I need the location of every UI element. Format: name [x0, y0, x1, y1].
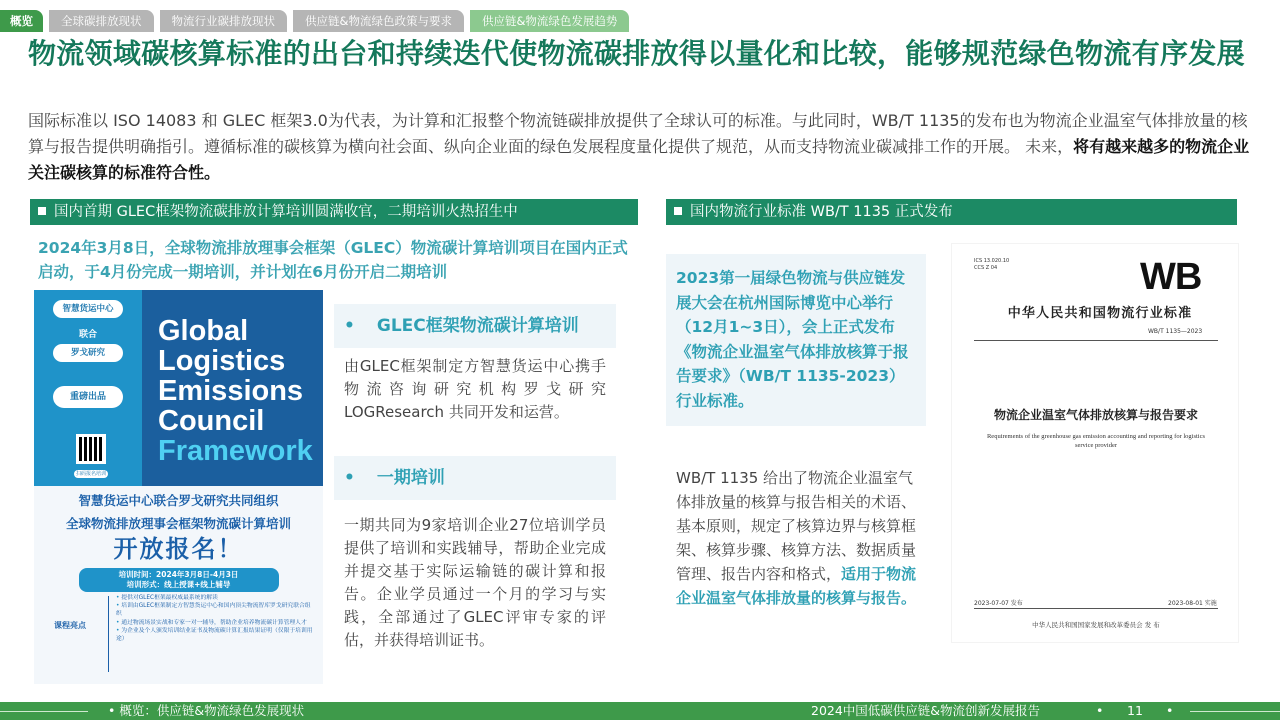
divider [974, 608, 1218, 609]
wbt-text: WB/T 1135 给出了物流企业温室气体排放量的核算与报告相关的术语、基本原则，规定了核算边界与核算框架、核算步骤、核算方法、数据质量管理、报告内容和格式， [676, 469, 917, 583]
intro-text: 国际标准以 ISO 14083 和 GLEC 框架3.0为代表，为计算和汇报整个物流链碳排放提供了全球认可的标准。与此同时，WB/T 1135的发布也为物流企业温室气体排放量的核算与报告提供明确指引。遵循标准的碳核算为横向社会面、纵向企业面的绿色发展程度量化提供了规范，从而支持物流业碳减排工作的开展。 未来， [28, 111, 1248, 156]
right-section-title: 国内物流行业标准 WB/T 1135 正式发布 [690, 204, 953, 220]
poster-time-line: 培训形式：线上授课+线上辅导 [126, 580, 231, 589]
poster-side [34, 290, 142, 486]
poster-pill: 重磅出品 [53, 386, 123, 408]
poster-main-line: Global [158, 315, 249, 347]
poster-main [142, 290, 323, 486]
poster-main-line: Logistics [158, 345, 286, 377]
footer-section: • 概览：供应链&物流绿色发展现状 [108, 703, 305, 718]
poster-headline: 智慧货运中心联合罗戈研究共同组织 [78, 493, 279, 508]
bullet-icon: • [344, 468, 355, 488]
list-item: • 通过物流场景实战和专家一对一辅导，帮助企业培养物流碳计算管理人才 [116, 619, 316, 627]
bullet-icon: • [344, 316, 355, 336]
tab-green-policy[interactable]: 供应链&物流绿色政策与要求 [293, 10, 464, 32]
page-number: 11 [1127, 703, 1143, 718]
first-training-title: 一期培训 [376, 468, 445, 488]
divider [0, 711, 88, 712]
glec-training-text: 由GLEC框架制定方智慧货运中心携手物流咨询研究机构罗戈研究LOGResearch 共同开发和运营。 [344, 357, 606, 421]
divider [974, 340, 1218, 341]
first-training-text: 一期共同为9家培训企业27位培训学员提供了培训和实践辅导，帮助企业完成并提交基于实际运输链的碳计算和报告。企业学员通过一个月的学习与实践，全部通过了GLEC评审专家的评估，并获得培训证书。 [344, 516, 606, 649]
right-section-header [666, 199, 1237, 225]
poster-highlights-label: 课程亮点 [54, 621, 86, 630]
conference-highlight: 2023第一届绿色物流与供应链发展大会在杭州国际博览中心举行（12月1~3日），会上正式发布《物流企业温室气体排放核算于报告要求》（WB/T 1135-2023）行业标准。 [666, 254, 926, 426]
poster-pill: 智慧货运中心 [53, 300, 123, 318]
footer-report-title: 2024中国低碳供应链&物流创新发展报告 [811, 703, 1041, 718]
tab-logistics-emissions[interactable]: 物流行业碳排放现状 [160, 10, 288, 32]
square-icon [38, 207, 46, 215]
poster-big-title: 开放报名！ [113, 535, 244, 563]
standard-document-cover [952, 244, 1238, 642]
doc-org: 中华人民共和国物流行业标准 [1007, 306, 1193, 321]
poster-time [79, 568, 279, 592]
wbt-description [676, 466, 922, 610]
poster-highlights [34, 590, 323, 680]
poster-main-line: Emissions [158, 375, 304, 407]
left-section-header [30, 199, 638, 225]
doc-ccs-line: CCS Z 04 [974, 265, 998, 271]
poster-highlights-list [116, 594, 316, 643]
poster-bottom [34, 486, 323, 684]
intro-paragraph [28, 108, 1258, 186]
doc-effective-date: 2023-08-01 实施 [1168, 600, 1217, 607]
glec-training-heading [334, 304, 616, 348]
qr-code-icon [76, 434, 106, 464]
footer-dot: • [1096, 703, 1104, 718]
list-item: • 为企业及个人颁发培训结业证书及物流碳计算汇报结果证明（仅限于培训用途） [116, 627, 316, 643]
footer-dot: • [1166, 703, 1174, 718]
glec-lead: 2024年3月8日，全球物流排放理事会框架（GLEC）物流碳计算培训项目在国内正式启动，于4月份完成一期培训，并计划在6月份开启二期培训 [38, 239, 628, 281]
doc-release-date: 2023-07-07 发布 [974, 600, 1023, 607]
poster-pill: 罗戈研究 [53, 344, 123, 362]
doc-ics-line: ICS 13.020.10 [974, 258, 1010, 264]
divider [108, 596, 109, 672]
wbt-text-bold: 适用于物流企业温室气体排放量的核算与报告。 [676, 565, 917, 607]
tab-global-emissions[interactable]: 全球碳排放现状 [49, 10, 154, 32]
poster-main-line: Framework [158, 435, 313, 467]
left-section-title: 国内首期 GLEC框架物流碳排放计算培训圆满收官，二期培训火热招生中 [54, 204, 518, 220]
intro-bold: 将有越来越多的物流企业关注碳核算的标准符合性。 [28, 137, 1250, 182]
doc-standard-title: 物流企业温室气体排放核算与报告要求 [993, 408, 1198, 422]
doc-standard-title-en: Requirements of the greenhouse gas emission accounting and reporting for logistics service provider [986, 433, 1206, 449]
doc-number: WB/T 1135—2023 [1148, 328, 1203, 335]
doc-ics [974, 258, 1009, 272]
top-tabs [0, 10, 635, 32]
tab-overview[interactable]: 概览 [0, 10, 43, 32]
poster-top [34, 290, 323, 486]
tab-green-trends[interactable]: 供应链&物流绿色发展趋势 [470, 10, 629, 32]
glec-training-title: GLEC框架物流碳计算培训 [376, 316, 579, 336]
divider [1190, 711, 1280, 712]
first-training-heading [334, 456, 616, 500]
qr-label: 扫码报名培训 [75, 471, 106, 477]
list-item: • 培训由GLEC框架制定方智慧货运中心和国内顶尖物流智库罗戈研究联合组织 [116, 602, 316, 618]
page-title: 物流领域碳核算标准的出台和持续迭代使物流碳排放得以量化和比较，能够规范绿色物流有序发展 [28, 37, 1245, 70]
poster-side-text: 联合 [78, 330, 97, 340]
footer [0, 702, 1280, 720]
wb-logo: WB [1140, 256, 1202, 298]
list-item: • 提供对GLEC框架最权威最系统的解读 [116, 594, 316, 602]
doc-issuer: 中华人民共和国国家发展和改革委员会 发 布 [1032, 621, 1160, 629]
training-poster [34, 290, 323, 684]
poster-headline: 全球物流排放理事会框架物流碳计算培训 [65, 516, 291, 531]
poster-time-line: 培训时间：2024年3月8日-4月3日 [118, 570, 239, 579]
poster-main-line: Council [158, 405, 265, 437]
square-icon [674, 207, 682, 215]
